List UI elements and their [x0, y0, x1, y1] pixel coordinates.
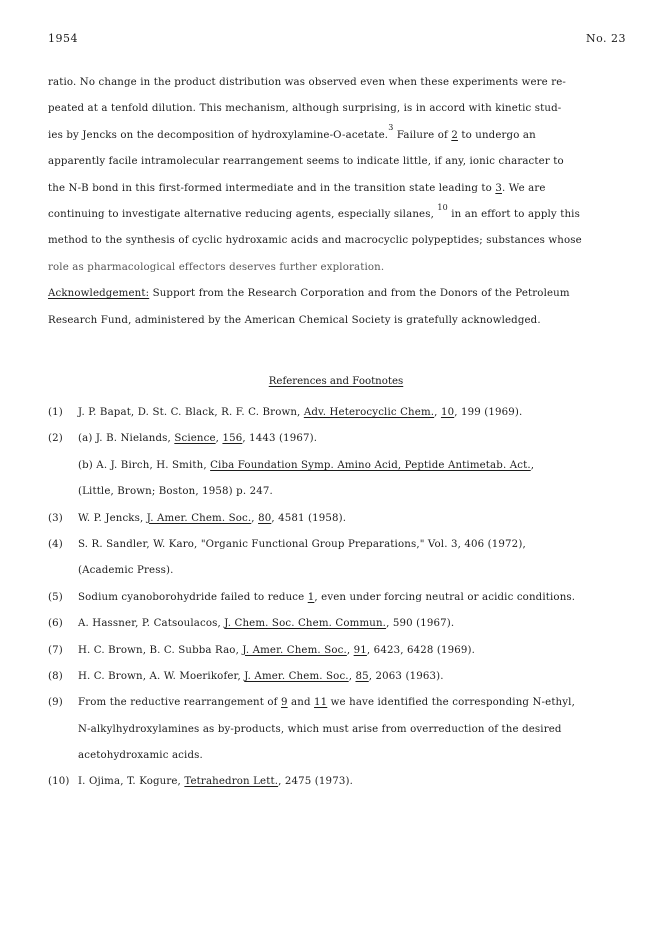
- acknowledgement-line: [48, 281, 614, 307]
- body-line-text: the N-B bond in this first-formed intermediate and in the transition state leading to: [48, 182, 492, 194]
- body-line-text: continuing to investigate alternative reducing agents, especially silanes,: [48, 208, 434, 220]
- reference-item: [48, 400, 628, 426]
- volume: 156: [222, 433, 243, 445]
- journal-title: J. Amer. Chem. Soc.: [244, 670, 349, 682]
- body-line: ratio. No change in the product distribution was observed even when these experiments were re-: [48, 77, 567, 88]
- reference-continuation: (Academic Press).: [78, 565, 174, 577]
- volume: 91: [353, 644, 367, 656]
- reference-item: [48, 690, 628, 716]
- reference-item: [48, 532, 628, 558]
- reference-text: A. Hassner, P. Catsoulacos, J. Chem. Soc. Chem. Commun., 590 (1967).: [78, 618, 455, 630]
- reference-number: (6): [48, 618, 63, 630]
- body-line-text: ies by Jencks on the decomposition of hydroxylamine-O-acetate.: [48, 129, 389, 141]
- citation-marker: 3: [388, 123, 394, 133]
- journal-title: Adv. Heterocyclic Chem.: [303, 407, 435, 418]
- acknowledgement-line: Research Fund, administered by the American Chemical Society is gratefully acknowledged.: [48, 314, 541, 326]
- reference-list: [48, 400, 628, 796]
- reference-text: (a) J. B. Nielands, Science, 156, 1443 (1967).: [78, 433, 318, 445]
- journal-title: Science: [174, 433, 216, 445]
- reference-continuation: (b) A. J. Birch, H. Smith, Ciba Foundation Symp. Amino Acid, Peptide Antimetab. Act.,: [78, 459, 535, 471]
- reference-text: H. C. Brown, A. W. Moerikofer, J. Amer. Chem. Soc., 85, 2063 (1963).: [78, 670, 444, 682]
- body-line: [48, 176, 614, 202]
- reference-item: [48, 769, 628, 795]
- reference-text: From the reductive rearrangement of 9 and 11 we have identified the corresponding N-ethyl,: [78, 697, 575, 709]
- acknowledgement-text: Support from the Research Corporation and from the Donors of the Petroleum: [149, 288, 570, 300]
- reference-continuation: N-alkylhydroxylamines as by-products, which must arise from overreduction of the desired: [78, 723, 562, 735]
- body-line-text: . We are: [502, 182, 546, 194]
- reference-number: (9): [48, 697, 63, 709]
- reference-text: S. R. Sandler, W. Karo, "Organic Functional Group Preparations," Vol. 3, 406 (1972),: [78, 538, 526, 550]
- volume: 85: [355, 670, 369, 682]
- body-line-text: to undergo an: [457, 129, 536, 141]
- references-heading-text: References and Footnotes: [268, 376, 404, 387]
- references-heading: [0, 376, 672, 387]
- body-line: [48, 123, 614, 149]
- reference-continuation: acetohydroxamic acids.: [78, 750, 203, 762]
- body-line-text: in an effort to apply this: [447, 208, 580, 220]
- reference-number: (8): [48, 670, 63, 682]
- page-year: 1954: [48, 32, 78, 45]
- reference-number: (4): [48, 538, 63, 550]
- reference-number: (5): [48, 591, 63, 603]
- reference-number: (3): [48, 512, 63, 524]
- volume: 10: [440, 407, 455, 418]
- reference-text: J. P. Bapat, D. St. C. Black, R. F. C. Brown, Adv. Heterocyclic Chem., 10, 199 (1969).: [78, 407, 523, 418]
- journal-title: Ciba Foundation Symp. Amino Acid, Peptide Antimetab. Act.: [210, 459, 531, 471]
- body-line: [48, 202, 614, 228]
- reference-text: Sodium cyanoborohydride failed to reduce 1, even under forcing neutral or acidic conditions.: [78, 591, 576, 603]
- reference-item: [48, 506, 628, 532]
- page-number: No. 23: [585, 32, 626, 45]
- body-line: method to the synthesis of cyclic hydroxamic acids and macrocyclic polypeptides; substances whose: [48, 235, 582, 247]
- compound-number: 3: [495, 182, 502, 194]
- reference-text: I. Ojima, T. Kogure, Tetrahedron Lett., 2475 (1973).: [78, 776, 353, 788]
- body-line: apparently facile intramolecular rearrangement seems to indicate little, if any, ionic character to: [48, 156, 564, 168]
- citation-marker: 10: [437, 202, 448, 212]
- reference-number: (2): [48, 433, 63, 445]
- reference-text: W. P. Jencks, J. Amer. Chem. Soc., 80, 4581 (1958).: [78, 512, 347, 524]
- journal-title: J. Chem. Soc. Chem. Commun.: [224, 618, 387, 630]
- body-line: role as pharmacological effectors deserves further exploration.: [48, 261, 385, 273]
- reference-item: [48, 638, 628, 664]
- journal-title: Tetrahedron Lett.: [184, 776, 279, 788]
- reference-continuation: (Little, Brown; Boston, 1958) p. 247.: [78, 486, 273, 498]
- journal-title: J. Amer. Chem. Soc.: [146, 512, 252, 524]
- compound-number: 11: [314, 697, 328, 709]
- reference-item: [48, 585, 628, 611]
- compound-number: 9: [280, 697, 288, 709]
- journal-title: J. Amer. Chem. Soc.: [242, 644, 347, 656]
- reference-number: (7): [48, 644, 63, 656]
- acknowledgement-label: Acknowledgement:: [48, 288, 150, 300]
- body-line-text: Failure of: [393, 129, 452, 141]
- reference-item: [48, 664, 628, 690]
- body-line: peated at a tenfold dilution. This mechanism, although surprising, is in accord with kinetic stud-: [48, 103, 562, 115]
- reference-number: (1): [48, 407, 63, 418]
- reference-item: [48, 611, 628, 637]
- reference-text: H. C. Brown, B. C. Subba Rao, J. Amer. Chem. Soc., 91, 6423, 6428 (1969).: [78, 644, 476, 656]
- reference-item: [48, 426, 628, 452]
- volume: 80: [258, 512, 272, 524]
- compound-number: 2: [451, 129, 458, 141]
- body-text: [48, 70, 614, 334]
- compound-number: 1: [307, 591, 315, 603]
- reference-number: (10): [48, 776, 70, 788]
